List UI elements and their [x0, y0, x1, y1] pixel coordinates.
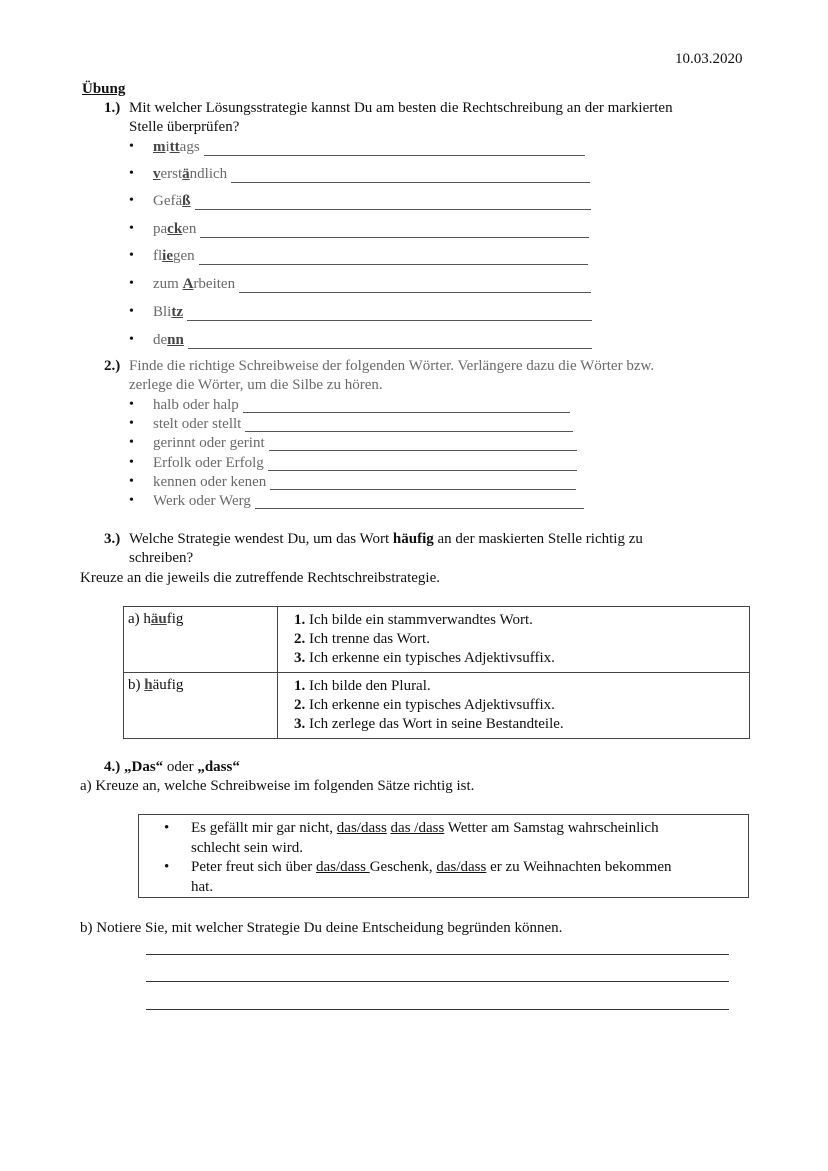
task-1-number: 1.) — [104, 100, 121, 116]
word-item: fliegen — [153, 248, 195, 264]
word-pair-item: Erfolk oder Erfolg — [153, 455, 264, 471]
task-4-title: 4.) „Das“ oder „dass“ — [104, 759, 240, 775]
task-3-question — [129, 531, 643, 548]
answer-line[interactable] — [188, 348, 592, 349]
word-item: verständlich — [153, 166, 228, 182]
bullet-icon: • — [129, 139, 134, 154]
word-pair-item: kennen oder kenen — [153, 474, 267, 490]
task-2-question: Finde die richtige Schreibweise der folgenden Wörter. Verlängere dazu die Wörter bzw. — [129, 358, 655, 374]
task-2-question-cont: zerlege die Wörter, um die Silbe zu hören. — [129, 377, 383, 393]
table-cell-word: a) häufig — [124, 607, 278, 673]
choice-das-dass[interactable]: das /dass — [390, 820, 445, 836]
strategy-option[interactable]: 2. Ich trenne das Wort. — [309, 630, 745, 649]
task-3-number: 3.) — [104, 531, 121, 547]
task-1-question-cont: Stelle überprüfen? — [129, 119, 240, 135]
strategy-option[interactable]: 3. Ich zerlege das Wort in seine Bestandteile. — [309, 715, 745, 734]
table-cell-word: b) häufig — [124, 673, 278, 739]
word-item: denn — [153, 332, 184, 348]
task-4-part-b: b) Notiere Sie, mit welcher Strategie Du deine Entscheidung begründen können. — [80, 920, 563, 936]
sentence-1: • Es gefällt mir gar nicht, das/dass das /dass Wetter am Samstag wahrscheinlich schlecht sein wird. — [191, 819, 748, 858]
word-item: packen — [153, 221, 197, 237]
bullet-icon: • — [129, 221, 134, 236]
answer-line[interactable] — [146, 1009, 729, 1010]
task-3-instruction: Kreuze an die jeweils die zutreffende Rechtschreibstrategie. — [80, 570, 440, 586]
word-item: Blitz — [153, 304, 183, 320]
word-pair-item: stelt oder stellt — [153, 416, 242, 432]
task-1-question: Mit welcher Lösungsstrategie kannst Du am besten die Rechtschreibung an der markierten — [129, 100, 673, 116]
task-3-question-pre: Welche Strategie wendest Du, um das Wort — [129, 531, 393, 547]
answer-line[interactable] — [146, 954, 729, 955]
word-pair-item: Werk oder Werg — [153, 493, 251, 509]
bullet-icon: • — [129, 493, 134, 508]
sentence-box — [138, 814, 749, 898]
task-3-question-post: an der maskierten Stelle richtig zu — [433, 531, 643, 547]
answer-line[interactable] — [245, 431, 573, 432]
bullet-icon: • — [129, 304, 134, 319]
task-3-keyword: häufig — [392, 531, 434, 547]
task-4-part-a: a) Kreuze an, welche Schreibweise im folgenden Sätze richtig ist. — [80, 778, 475, 794]
word-pair-item: halb oder halp — [153, 397, 239, 413]
answer-line[interactable] — [269, 450, 577, 451]
bullet-icon: • — [129, 276, 134, 291]
bullet-icon: • — [129, 397, 134, 412]
bullet-icon: • — [129, 248, 134, 263]
task-3-question-cont: schreiben? — [129, 550, 194, 566]
answer-line[interactable] — [270, 489, 576, 490]
bullet-icon: • — [129, 332, 134, 347]
strategy-option[interactable]: 3. Ich erkenne ein typisches Adjektivsuffix. — [309, 649, 745, 668]
table-row — [124, 673, 750, 739]
answer-line[interactable] — [243, 412, 570, 413]
answer-line[interactable] — [199, 264, 588, 265]
answer-line[interactable] — [195, 209, 591, 210]
table-row — [124, 607, 750, 673]
choice-das-dass[interactable]: das/dass — [436, 859, 487, 875]
answer-line[interactable] — [200, 237, 589, 238]
strategy-table — [123, 606, 750, 739]
answer-line[interactable] — [255, 508, 584, 509]
answer-line[interactable] — [239, 292, 591, 293]
answer-line[interactable] — [187, 320, 592, 321]
bullet-icon: • — [129, 474, 134, 489]
bullet-icon: • — [129, 455, 134, 470]
word-item: Gefäß — [153, 193, 191, 209]
bullet-icon: • — [129, 193, 134, 208]
marked-letters: h — [144, 677, 153, 693]
word-pair-item: gerinnt oder gerint — [153, 435, 265, 451]
table-cell-options — [278, 607, 750, 673]
word-item: zum Arbeiten — [153, 276, 236, 292]
marked-letters: äu — [150, 611, 167, 627]
word-item: mittags — [153, 139, 200, 155]
answer-line[interactable] — [231, 182, 590, 183]
answer-line[interactable] — [204, 155, 585, 156]
task-2-number: 2.) — [104, 358, 121, 374]
page-title: Übung — [82, 81, 126, 97]
answer-line[interactable] — [146, 981, 729, 982]
answer-line[interactable] — [268, 470, 577, 471]
bullet-icon: • — [129, 416, 134, 431]
sentence-2: • Peter freut sich über das/dass Geschenk, das/dass er zu Weihnachten bekommen hat. — [191, 858, 748, 897]
choice-das-dass[interactable]: das/dass — [336, 820, 387, 836]
choice-das-dass[interactable]: das/dass — [315, 859, 370, 875]
strategy-option[interactable]: 2. Ich erkenne ein typisches Adjektivsuffix. — [309, 696, 745, 715]
date: 10.03.2020 — [675, 51, 743, 67]
bullet-icon: • — [129, 166, 134, 181]
strategy-option[interactable]: 1. Ich bilde den Plural. — [309, 677, 745, 696]
strategy-option[interactable]: 1. Ich bilde ein stammverwandtes Wort. — [309, 611, 745, 630]
bullet-icon: • — [129, 435, 134, 450]
table-cell-options — [278, 673, 750, 739]
